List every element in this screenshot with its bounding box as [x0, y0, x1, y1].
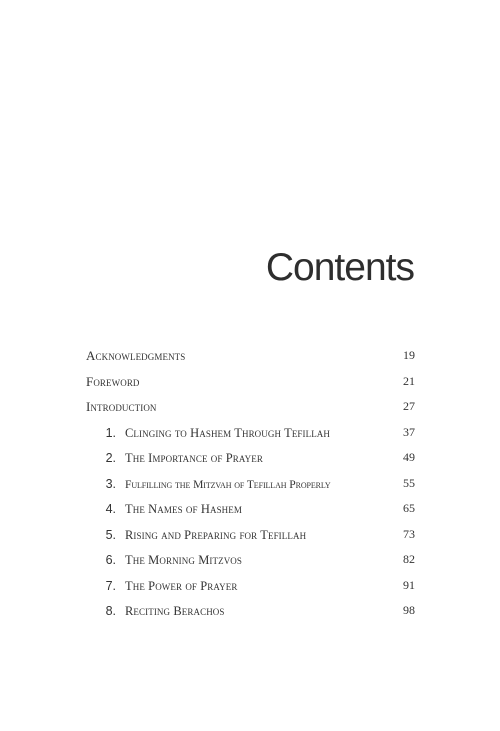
chapter-number: 5.: [105, 527, 116, 542]
toc-chapter-3: [86, 471, 415, 497]
chapter-page: 73: [403, 526, 415, 541]
chapter-page: 37: [403, 424, 415, 439]
chapter-title: Rising and Preparing for Tefillah: [125, 527, 307, 542]
chapter-page: 98: [403, 603, 415, 617]
chapter-number: 4.: [105, 502, 116, 516]
toc-entry-foreword: [86, 369, 415, 395]
toc-entry-page: 27: [403, 399, 415, 413]
chapter-title: The Morning Mitzvos: [125, 553, 243, 567]
chapter-number: 3.: [105, 476, 116, 491]
chapter-title: Reciting Berachos: [125, 604, 225, 618]
toc-chapter-5: [86, 522, 415, 548]
chapter-title: The Names of Hashem: [125, 502, 242, 516]
toc-chapter-8: [86, 598, 415, 624]
chapter-page: 55: [403, 475, 415, 490]
toc-chapter-2: [86, 445, 415, 471]
toc-entry-title: Foreword: [86, 373, 140, 389]
toc-chapter-1: [86, 420, 415, 446]
chapter-title: The Power of Prayer: [125, 578, 238, 593]
toc-entry-page: 21: [403, 373, 415, 388]
chapter-number: 1.: [105, 425, 116, 440]
chapter-title: The Importance of Prayer: [125, 451, 263, 465]
page-title: Contents: [265, 246, 414, 289]
chapter-number: 8.: [105, 604, 116, 618]
toc-entry-page: 19: [403, 348, 415, 362]
chapter-number: 7.: [105, 578, 116, 593]
chapter-page: 82: [403, 552, 415, 566]
chapter-title: Clinging to Hashem Through Tefillah: [125, 425, 331, 440]
chapter-number: 2.: [105, 451, 116, 465]
toc-chapter-7: [86, 573, 415, 599]
toc-entry-title: Introduction: [86, 399, 157, 414]
chapter-page: 65: [403, 501, 415, 515]
chapter-title: Fulfilling the Mitzvah of Tefillah Properly: [125, 477, 331, 491]
toc-entry-introduction: [86, 394, 415, 420]
toc-chapter-4: [86, 496, 415, 522]
toc-entry-title: Acknowledgments: [86, 348, 186, 363]
chapter-page: 91: [403, 577, 415, 592]
chapter-page: 49: [403, 450, 415, 464]
toc-chapter-6: [86, 547, 415, 573]
table-of-contents: [86, 343, 415, 624]
toc-entry-acknowledgments: [86, 343, 415, 369]
chapter-number: 6.: [105, 553, 116, 567]
